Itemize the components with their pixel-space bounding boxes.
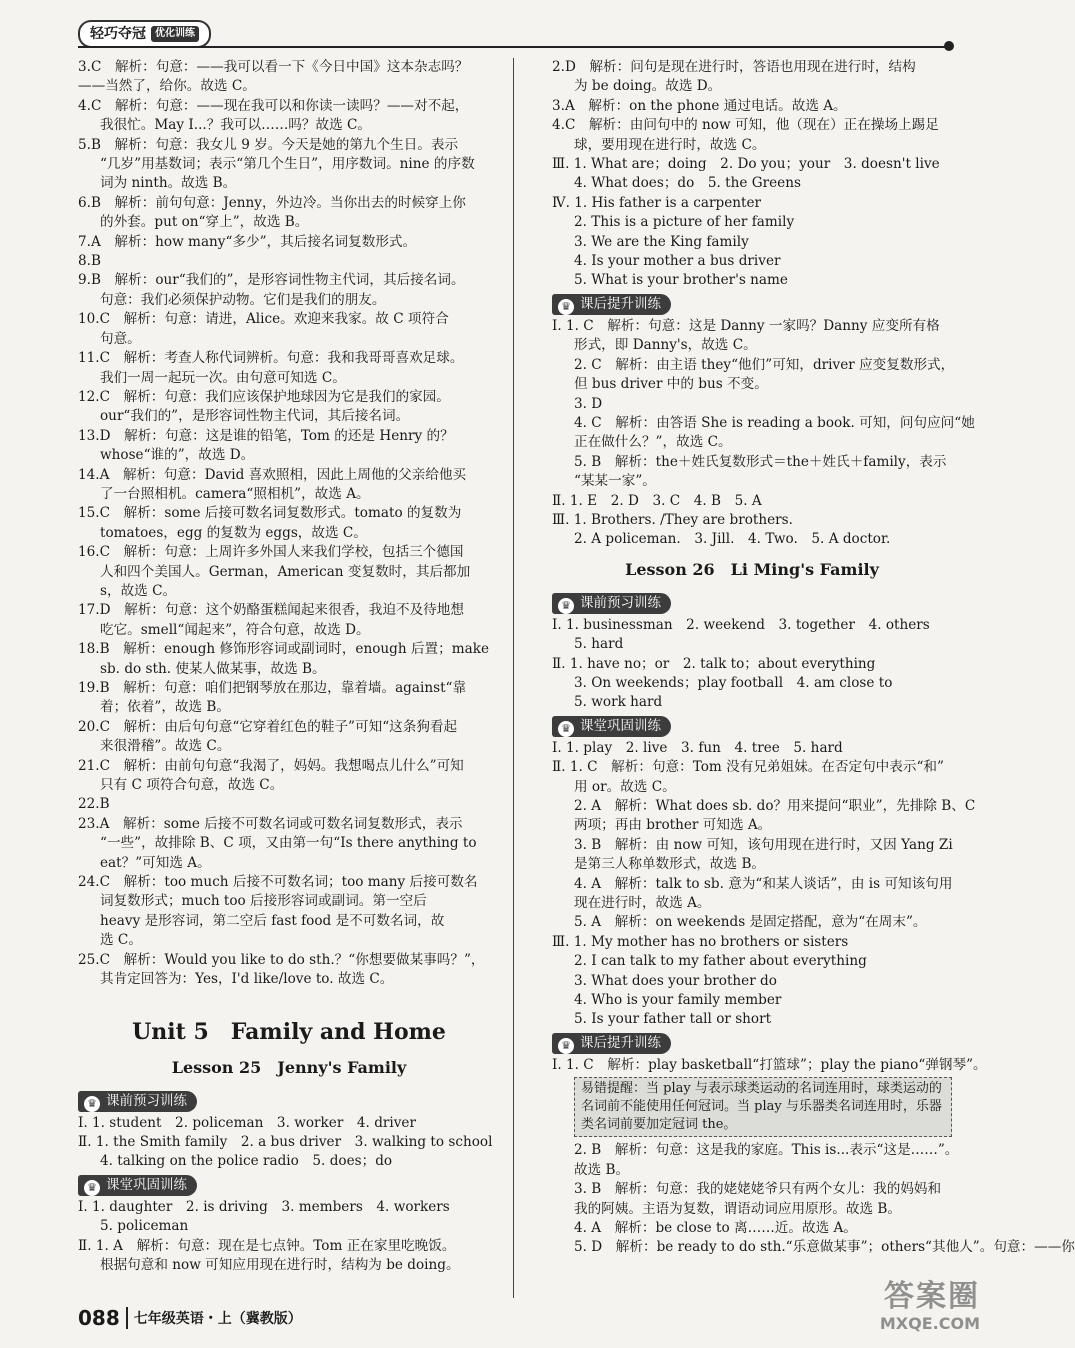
answer-line: Ⅱ. 1. the Smith family 2. a bus driver 3. walking to school — [78, 1133, 493, 1150]
answer-line: 5. D 解析：be ready to do sth.“乐意做某事”；others“其他人”。句意：——你 — [574, 1239, 1075, 1256]
answer-line: 17.D 解析：句意：这个奶酪蛋糕闻起来很香，我迫不及待地想 — [78, 602, 464, 619]
answer-line: 人和四个美国人。German，American 变复数时，其后都加 — [100, 563, 471, 580]
answer-line: 是第三人称单数形式，故选 B。 — [574, 856, 766, 873]
answer-line: 着；依着”，故选 B。 — [100, 699, 231, 716]
answer-line: 吃它。smell“闻起来”，符合句意，故选 D。 — [100, 621, 370, 638]
answer-line: Ⅲ. 1. Brothers. /They are brothers. — [552, 511, 793, 528]
answer-line: tomatoes，egg 的复数为 eggs，故选 C。 — [100, 524, 367, 541]
answer-line: 4. C 解析：由答语 She is reading a book. 可知，问句应问“她 — [574, 414, 975, 431]
answer-line: 23.A 解析：some 后接不可数名词或可数名词复数形式，表示 — [78, 815, 463, 832]
footer-bar — [126, 1307, 128, 1329]
answer-line: 的外套。put on“穿上”，故选 B。 — [100, 214, 309, 231]
answer-line: 3.C 解析：句意：——我可以看一下《今日中国》这本杂志吗？ — [78, 59, 469, 75]
brand-badge: 优化训练 — [151, 26, 199, 42]
column-divider — [513, 58, 514, 1298]
answer-line: 球，要用现在进行时，故选 C。 — [574, 136, 766, 153]
answer-line: 21.C 解析：由前句句意“我渴了，妈妈。我想喝点儿什么”可知 — [78, 757, 464, 774]
answer-line: Ⅲ. 1. What are；doing 2. Do you；your 3. doesn't live — [552, 156, 940, 173]
lesson-25-class-answers — [78, 1198, 500, 1276]
answer-line: 2. I can talk to my father about everything — [574, 953, 867, 970]
brand-logo — [78, 20, 211, 48]
answer-line: 4.C 解析：句意：——现在我可以和你读一读吗？——对不起， — [78, 97, 469, 114]
section-label: 课前预习训练 — [106, 1092, 187, 1109]
answer-line: 但 bus driver 中的 bus 不变。 — [574, 376, 768, 393]
header-rule — [78, 46, 948, 48]
answer-line: 18.B 解析：enough 修饰形容词或副词时，enough 后置；make — [78, 641, 490, 658]
section-label: 课后提升训练 — [580, 1034, 661, 1051]
section-label: 课堂巩固训练 — [106, 1176, 187, 1193]
section-banner-preview — [78, 1091, 197, 1112]
answer-line: 词为 ninth。故选 B。 — [100, 175, 237, 192]
answer-line: 22.B — [78, 796, 110, 813]
lesson-26-title: Lesson 26 Li Ming's Family — [625, 559, 879, 579]
answer-line: 6.B 解析：前句句意：Jenny，外边冷。当你出去的时候穿上你 — [78, 194, 466, 211]
page-footer — [78, 1306, 302, 1336]
answer-line: “几岁”用基数词；表示“第几个生日”，用序数词。nine 的序数 — [100, 156, 475, 173]
answer-line: 25.C 解析：Would you like to do sth.？“你想要做某事吗？”， — [78, 951, 485, 968]
answer-line: eat？”可知选 A。 — [100, 854, 211, 871]
answer-line: 4.C 解析：由问句中的 now 可知，他（现在）正在操场上踢足 — [552, 117, 939, 134]
answer-line: 4. What does；do 5. the Greens — [574, 175, 801, 192]
answer-line: Ⅰ. 1. play 2. live 3. fun 4. tree 5. hard — [552, 739, 843, 756]
answer-line: Ⅱ. 1. have no；or 2. talk to；about everything — [552, 655, 876, 672]
answer-line: 2. This is a picture of her family — [574, 214, 795, 231]
answer-line: 选 C。 — [100, 932, 142, 949]
answer-line: 7.A 解析：how many“多少”，其后接名词复数形式。 — [78, 233, 417, 250]
answer-line: 9.B 解析：our“我们的”，是形容词性物主代词，其后接名词。 — [78, 272, 465, 289]
answer-line: 3. B 解析：由 now 可知，该句用现在进行时，又因 Yang Zi — [574, 836, 953, 853]
answer-line: 词复数形式；much too 后接形容词或副词。第一空后 — [100, 893, 427, 910]
crown-icon: ♛ — [558, 299, 574, 315]
watermark-url: MXQE.COM — [879, 1314, 980, 1333]
answer-line: whose“谁的”，故选 D。 — [100, 447, 255, 464]
right-column — [552, 58, 1075, 1258]
answer-line: 我们一周一起玩一次。由句意可知选 C。 — [100, 369, 346, 386]
answer-line: 2. A 解析：What does sb. do？用来提问“职业”，先排除 B、C — [574, 798, 976, 814]
answer-line: 形式，即 Danny's，故选 C。 — [574, 337, 757, 354]
answer-line: 20.C 解析：由后句句意“它穿着红色的鞋子”可知“这条狗看起 — [78, 718, 458, 735]
book-title: 七年级英语・上（冀教版） — [133, 1311, 302, 1327]
answer-line: 4. Who is your family member — [574, 992, 782, 1009]
section-banner-class-26 — [552, 716, 671, 737]
answer-line: 16.C 解析：句意：上周许多外国人来我们学校，包括三个德国 — [78, 544, 464, 561]
answer-line: 3. On weekends；play football 4. am close to — [574, 674, 893, 691]
crown-icon: ♛ — [84, 1096, 100, 1112]
answer-line: 2. B 解析：句意：这是我的家庭。This is...表示“这是……”。 — [574, 1142, 959, 1159]
answer-line: 用 or。故选 C。 — [574, 778, 676, 795]
answer-line: Ⅰ. 1. daughter 2. is driving 3. members 4. workers — [78, 1198, 450, 1215]
answer-line: Ⅲ. 1. My mother has no brothers or sisters — [552, 933, 849, 950]
answer-line: Ⅱ. 1. C 解析：句意：Tom 没有兄弟姐妹。在否定句中表示“和” — [552, 759, 944, 776]
answer-line: 14.A 解析：句意：David 喜欢照相，因此上周他的父亲给他买 — [78, 466, 467, 483]
answer-line: 19.B 解析：句意：咱们把钢琴放在那边，靠着墙。against“靠 — [78, 680, 467, 696]
answer-line: s，故选 C。 — [100, 582, 177, 599]
answer-line: 3. D — [574, 395, 603, 412]
answer-line: 2. C 解析：由主语 they“他们”可知，driver 应变复数形式， — [574, 356, 955, 373]
lesson-26-preview-answers — [552, 616, 952, 713]
answer-line: 5. Is your father tall or short — [574, 1011, 772, 1028]
brand-name: 轻巧夺冠 — [90, 26, 146, 42]
answer-line: 为 be doing。故选 D。 — [574, 78, 722, 95]
answer-line: 4. Is your mother a bus driver — [574, 253, 781, 270]
section-label: 课后提升训练 — [580, 295, 661, 312]
answer-line: 3. B 解析：句意：我的姥姥姥爷只有两个女儿：我的妈妈和 — [574, 1181, 942, 1198]
page-number: 088 — [78, 1306, 120, 1330]
section-label: 课堂巩固训练 — [580, 717, 661, 734]
answer-line: 15.C 解析：some 后接可数名词复数形式。tomato 的复数为 — [78, 505, 462, 522]
answer-line: Ⅳ. 1. His father is a carpenter — [552, 194, 762, 211]
section-banner-after — [552, 294, 671, 315]
answer-line: Ⅰ. 1. C 解析：play basketball“打篮球”；play the piano“弹钢琴”。 — [552, 1056, 987, 1073]
answer-line: 正在做什么？”，故选 C。 — [574, 434, 732, 451]
answer-line: “一些”，故排除 B、C 项，又由第一句“Is there anything to — [100, 835, 477, 852]
answer-line: 2. A policeman. 3. Jill. 4. Two. 5. A doctor. — [574, 531, 891, 548]
answer-line: 现在进行时，故选 A。 — [574, 895, 711, 912]
answer-line: 5. A 解析：on weekends 是固定搭配，意为“在周末”。 — [574, 914, 927, 931]
answer-line: Ⅰ. 1. businessman 2. weekend 3. together 4. others — [552, 616, 930, 633]
answer-line: 3. We are the King family — [574, 233, 749, 250]
answer-line: Ⅱ. 1. E 2. D 3. C 4. B 5. A — [552, 492, 762, 509]
answer-line: heavy 是形容词，第二空后 fast food 是不可数名词，故 — [100, 912, 445, 929]
crown-icon: ♛ — [558, 598, 574, 614]
lesson-25-preview-answers — [78, 1114, 500, 1172]
lesson-25-class-answers-cont — [552, 58, 952, 291]
answer-line: 5. What is your brother's name — [574, 272, 788, 289]
left-column — [78, 58, 500, 1275]
answer-line: 3. What does your brother do — [574, 972, 777, 989]
answer-line: 了一台照相机。camera“照相机”，故选 A。 — [100, 485, 370, 502]
error-tip-box: 易错提醒：当 play 与表示球类运动的名词连用时，球类运动的名词前不能使用任何冠词。当 play 与乐器类名词连用时，乐器类名词前要加定冠词 the。 — [574, 1077, 952, 1137]
lesson-25-after-answers — [552, 317, 975, 550]
section-banner-after-26 — [552, 1033, 671, 1054]
answer-line: 5.B 解析：句意：我女儿 9 岁。今天是她的第九个生日。表示 — [78, 136, 459, 153]
answer-line: 句意：我们必须保护动物。它们是我们的朋友。 — [100, 291, 386, 308]
page-header — [78, 18, 948, 48]
section-banner-preview-26 — [552, 593, 671, 614]
answer-line: 两项；再由 brother 可知选 A。 — [574, 817, 772, 834]
answer-line: 12.C 解析：句意：我们应该保护地球因为它是我们的家园。 — [78, 388, 450, 405]
answer-line: ——当然了，给你。故选 C。 — [78, 78, 256, 95]
answer-line: 4. A 解析：be close to 离……近。故选 A。 — [574, 1219, 857, 1236]
lesson-26-after-answers — [552, 1141, 1075, 1257]
answer-line: 故选 B。 — [574, 1161, 630, 1178]
answer-line: sb. do sth. 使某人做某事，故选 B。 — [100, 660, 326, 677]
answer-line: 24.C 解析：too much 后接不可数名词；too many 后接可数名 — [78, 874, 478, 891]
header-dot — [944, 41, 954, 51]
answer-line: 11.C 解析：考查人称代词辨析。句意：我和我哥哥喜欢足球。 — [78, 350, 464, 367]
answer-line: 5. work hard — [574, 694, 663, 711]
answer-line: 3.A 解析：on the phone 通过电话。故选 A。 — [552, 97, 847, 114]
lesson-26-class-answers — [552, 739, 976, 1030]
answer-line: 5. policeman — [100, 1218, 189, 1235]
lesson-25-title: Lesson 25 Jenny's Family — [171, 1057, 407, 1077]
answer-line: 10.C 解析：句意：请进，Alice。欢迎来我家。故 C 项符合 — [78, 311, 449, 328]
answer-line: our“我们的”，是形容词性物主代词，其后接名词。 — [100, 408, 410, 425]
section-banner-class — [78, 1175, 197, 1196]
answer-line: 5. hard — [574, 636, 624, 653]
answer-line: 只有 C 项符合句意，故选 C。 — [100, 777, 284, 794]
answer-line: 4. A 解析：talk to sb. 意为“和某人谈话”，由 is 可知该句用 — [574, 875, 953, 892]
answer-line: 句意。 — [100, 330, 141, 347]
answer-line: 来很滑稽”。故选 C。 — [100, 738, 231, 755]
answer-line: 8.B — [78, 253, 101, 270]
answer-line: 4. talking on the police radio 5. does；do — [100, 1153, 393, 1170]
watermark — [820, 1280, 980, 1334]
answer-list-left — [78, 58, 500, 990]
answer-line: Ⅰ. 1. C 解析：句意：这是 Danny 一家吗？Danny 应变所有格 — [552, 317, 940, 334]
crown-icon: ♛ — [558, 1038, 574, 1054]
crown-icon: ♛ — [558, 721, 574, 737]
section-label: 课前预习训练 — [580, 594, 661, 611]
answer-line: 我的阿姨。主语为复数，谓语动词应用原形。故选 B。 — [574, 1200, 901, 1217]
answer-line: 我很忙。May I...？我可以……吗？故选 C。 — [100, 117, 371, 134]
answer-line: 其肯定回答为：Yes，I'd like/love to. 故选 C。 — [100, 971, 394, 988]
watermark-logo: 答案圈 — [884, 1279, 980, 1314]
answer-line: 2.D 解析：问句是现在进行时，答语也用现在进行时，结构 — [552, 59, 916, 75]
answer-line: 5. B 解析：the＋姓氏复数形式＝the＋姓氏＋family，表示 — [574, 453, 947, 470]
answer-line: 根据句意和 now 可知应用现在进行时，结构为 be doing。 — [100, 1256, 460, 1273]
unit-title: Unit 5 Family and Home — [132, 1018, 446, 1045]
answer-line: “某某一家”。 — [574, 473, 656, 490]
crown-icon: ♛ — [84, 1180, 100, 1196]
answer-line: Ⅱ. 1. A 解析：句意：现在是七点钟。Tom 正在家里吃晚饭。 — [78, 1237, 456, 1254]
answer-line: Ⅰ. 1. student 2. policeman 3. worker 4. driver — [78, 1114, 416, 1131]
answer-line: 13.D 解析：句意：这是谁的铅笔，Tom 的还是 Henry 的？ — [78, 427, 454, 444]
